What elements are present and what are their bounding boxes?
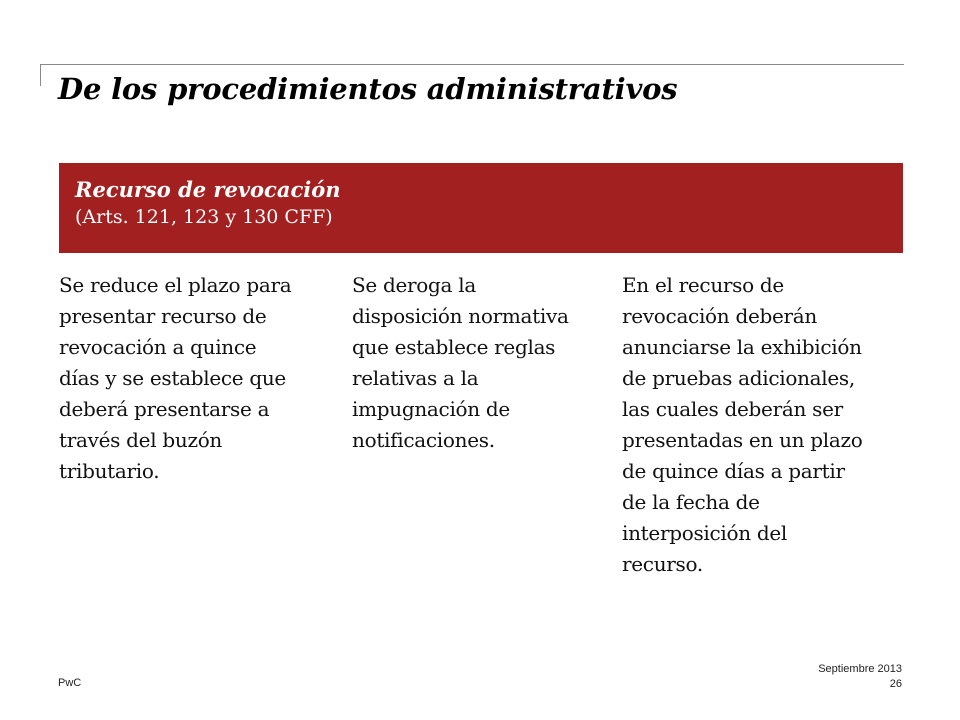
text-line: notificaciones. [352,428,495,452]
text-line: presentar recurso de [59,304,267,328]
text-line: través del buzón [59,428,223,452]
text-line: recurso. [622,552,703,576]
banner-title: Recurso de revocación [75,177,341,202]
text-line: de pruebas adicionales, [622,366,855,390]
header-rule [40,64,904,65]
text-line: revocación a quince [59,335,257,359]
text-line: relativas a la [352,366,479,390]
text-line: días y se establece que [59,366,286,390]
header-rule-corner [40,64,41,86]
text-line: las cuales deberán ser [622,397,843,421]
text-column-2 [352,270,620,456]
text-line: de quince días a partir [622,459,845,483]
text-line: anunciarse la exhibición [622,335,862,359]
footer-date: Septiembre 2013 [818,663,902,675]
text-line: interposición del [622,521,788,545]
page-number: 26 [889,678,902,690]
text-column-3 [622,270,918,580]
text-line: En el recurso de [622,273,784,297]
text-column-1 [59,270,339,487]
slide-title: De los procedimientos administrativos [58,72,678,106]
footer-meta [818,662,902,692]
text-line: deberá presentarse a [59,397,270,421]
text-line: de la fecha de [622,490,760,514]
text-line: disposición normativa [352,304,569,328]
text-line: tributario. [59,459,160,483]
text-line: impugnación de [352,397,510,421]
text-line: Se reduce el plazo para [59,273,292,297]
text-line: Se deroga la [352,273,476,297]
text-line: presentadas en un plazo [622,428,863,452]
banner-subtitle: (Arts. 121, 123 y 130 CFF) [75,206,333,228]
text-line: que establece reglas [352,335,556,359]
text-line: revocación deberán [622,304,817,328]
section-banner [59,163,903,253]
footer-brand: PwC [58,677,82,689]
